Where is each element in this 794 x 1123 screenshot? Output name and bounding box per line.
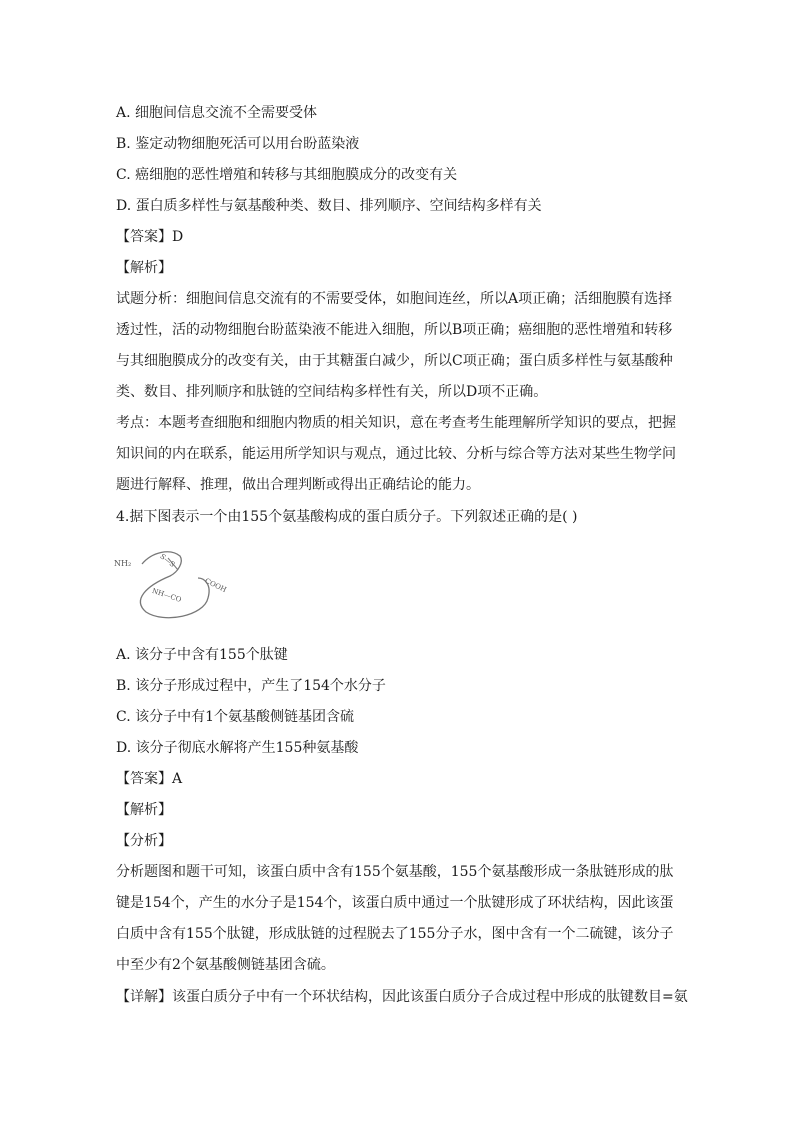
q4-option-d: D. 该分子彻底水解将产生155种氨基酸 <box>116 740 359 756</box>
q3-kaodian <box>116 408 682 501</box>
q3-kaodian-text: 考点：本题考查细胞和细胞内物质的相关知识，意在考查考生能理解所学知识的要点，把握知识间的内在联系，能运用所学知识与观点，通过比较、分析与综合等方法对某些生物学问题进行解释、推理，做出合理判断或得出正确结论的能力。 <box>116 415 676 493</box>
q4-fenxi <box>116 857 682 981</box>
q3-option-d: D. 蛋白质多样性与氨基酸种类、数目、排列顺序、空间结构多样有关 <box>116 198 542 214</box>
q4-analysis-heading: 【解析】 <box>116 802 172 818</box>
q3-analysis-heading: 【解析】 <box>116 260 172 276</box>
nh2-label: NH₂ <box>114 559 132 568</box>
ss-label: S—S <box>158 552 177 569</box>
q4-fenxi-text: 分析题图和题干可知，该蛋白质中含有155个氨基酸，155个氨基酸形成一条肽链形成的肽键是154个，产生的水分子是154个，该蛋白质中通过一个肽键形成了环状结构，因此该蛋白质中含有155个肽键，形成肽链的过程脱去了155分子水，图中含有一个二硫键，该分子中至少有2个氨基酸侧链基团含硫。 <box>116 864 674 973</box>
q4-option-a: A. 该分子中含有155个肽键 <box>116 647 288 663</box>
q3-option-b: B. 鉴定动物细胞死活可以用台盼蓝染液 <box>116 136 360 152</box>
q3-answer: 【答案】D <box>116 229 184 245</box>
q3-analysis <box>116 284 682 408</box>
cooh-label: COOH <box>203 576 228 595</box>
q4-answer: 【答案】A <box>116 771 183 787</box>
protein-diagram <box>112 540 242 622</box>
q4-fenxi-heading: 【分析】 <box>116 833 172 849</box>
q4-option-b: B. 该分子形成过程中，产生了154个水分子 <box>116 678 386 694</box>
q3-option-a: A. 细胞间信息交流不全需要受体 <box>116 105 318 121</box>
nhco-label: NH—CO <box>150 586 183 604</box>
q4-option-c: C. 该分子中有1个氨基酸侧链基团含硫 <box>116 709 355 725</box>
q3-analysis-text: 试题分析：细胞间信息交流有的不需要受体，如胞间连丝，所以A项正确；活细胞膜有选择透过性，活的动物细胞台盼蓝染液不能进入细胞，所以B项正确；癌细胞的恶性增殖和转移与其细胞膜成分的改变有关，由于其糖蛋白减少，所以C项正确；蛋白质多样性与氨基酸种类、数目、排列顺序和肽链的空间结构多样性有关，所以D项不正确。 <box>116 291 673 400</box>
q4-stem: 4.据下图表示一个由155个氨基酸构成的蛋白质分子。下列叙述正确的是( ) <box>116 509 578 525</box>
q4-xiangjie: 【详解】该蛋白质分子中有一个环状结构，因此该蛋白质分子合成过程中形成的肽键数目=氨 <box>116 989 688 1005</box>
q3-option-c: C. 癌细胞的恶性增殖和转移与其细胞膜成分的改变有关 <box>116 167 458 183</box>
